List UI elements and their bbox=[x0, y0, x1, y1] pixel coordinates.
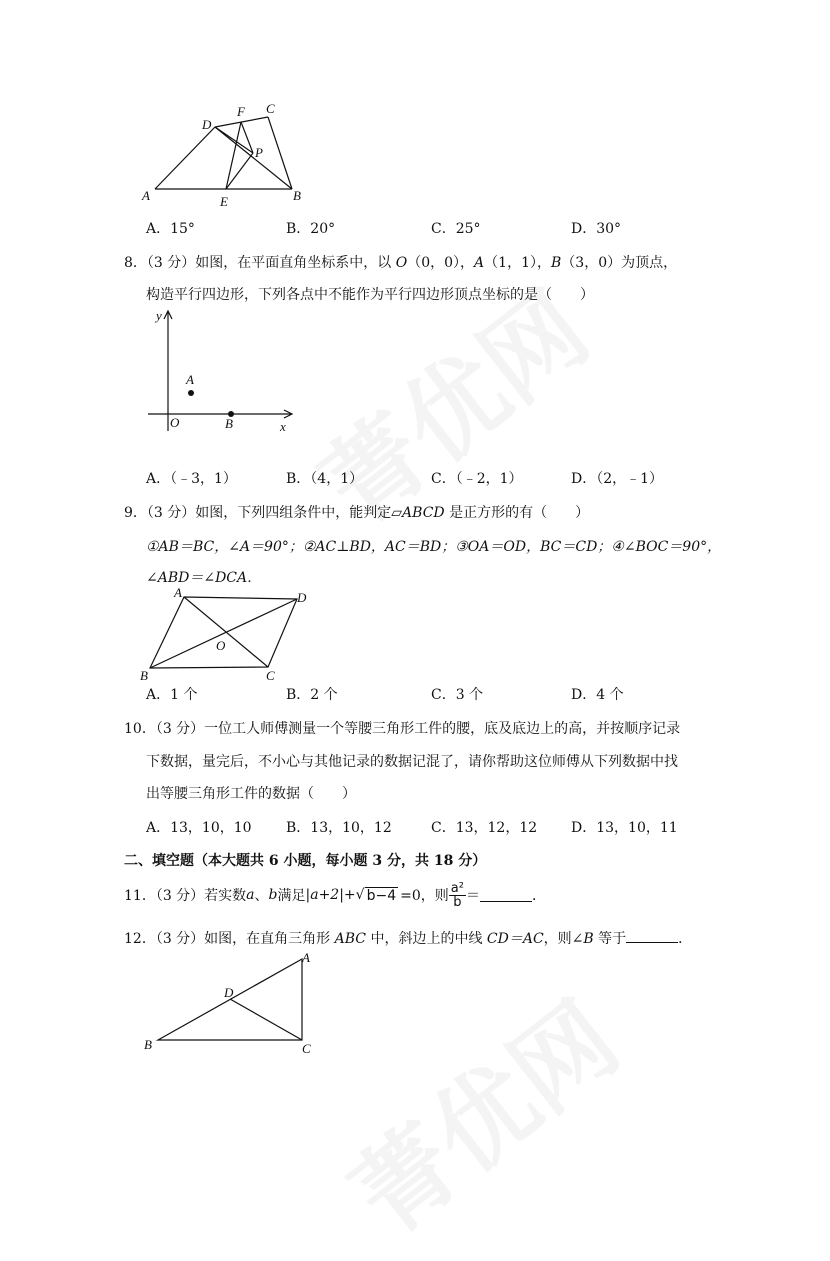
q11-abs-expression: |a+2| bbox=[305, 887, 344, 903]
q10-stem-line1: 10．（3 分）一位工人师傅测量一个等腰三角形工件的腰，底及底边上的高，并按顺序记录 bbox=[124, 721, 681, 737]
q7-option-c: C．25° bbox=[431, 221, 481, 237]
q10-option-b: B．13，10，12 bbox=[286, 820, 392, 836]
q11-var-b: b bbox=[268, 887, 278, 903]
q8-option-b: B．（4，1） bbox=[286, 471, 364, 487]
q7-label-f: F bbox=[237, 104, 245, 119]
q7-label-d: D bbox=[202, 117, 212, 132]
q9-option-d: D．4 个 bbox=[571, 687, 624, 703]
q11-text-1: 11．（3 分）若实数 bbox=[124, 888, 247, 904]
q9-label-b: B bbox=[140, 668, 148, 683]
q7-line-dp bbox=[215, 127, 253, 153]
q10-option-a: A．13，10，10 bbox=[146, 820, 252, 836]
q11-text-3: =0，则 bbox=[400, 888, 449, 904]
q8-option-c: C．（﹣2，1） bbox=[431, 471, 523, 487]
q8-label-o: O bbox=[170, 415, 180, 430]
q11-sqrt-sign: √ bbox=[355, 887, 365, 903]
q7-line-db bbox=[215, 127, 292, 189]
q12-text-3: ，则∠ bbox=[543, 931, 584, 947]
q8-point-a: A bbox=[474, 255, 485, 271]
q8-point-a-dot bbox=[188, 390, 194, 396]
q8-text-3: （1，1）， bbox=[484, 255, 551, 271]
q11-sep: 、 bbox=[254, 888, 269, 904]
q9-figure bbox=[140, 586, 320, 684]
q11-stem bbox=[124, 880, 546, 910]
q11-text-2: 满足 bbox=[277, 888, 306, 904]
q8-text-4: （3，0）为顶点， bbox=[561, 255, 678, 271]
q11-plus: + bbox=[343, 887, 356, 903]
q12-label-a: A bbox=[302, 950, 310, 965]
q9-option-b: B．2 个 bbox=[286, 687, 338, 703]
q8-point-b: B bbox=[550, 255, 562, 271]
q7-line-ad bbox=[155, 127, 215, 189]
q12-end: ． bbox=[678, 931, 693, 947]
q12-abc: ABC bbox=[334, 931, 366, 947]
q8-text-2: （0，0）， bbox=[407, 255, 475, 271]
q9-conditions-line: ①AB＝BC，∠A＝90°；②AC⊥BD，AC＝BD；③OA＝OD，BC＝CD；④∠BOC＝90°， bbox=[146, 539, 722, 555]
q12-label-d: D bbox=[224, 985, 234, 1000]
q12-label-b: B bbox=[144, 1037, 152, 1052]
watermark-bottom bbox=[317, 963, 642, 1261]
q7-label-b: B bbox=[293, 188, 301, 203]
q8-stem-line1 bbox=[124, 252, 677, 272]
q7-option-a: A．15° bbox=[146, 221, 195, 237]
q7-label-p: P bbox=[255, 145, 263, 160]
q9-label-a: A bbox=[174, 586, 182, 600]
q12-condition: CD＝AC bbox=[486, 931, 544, 947]
q10-stem-line3: 出等腰三角形工件的数据（ ） bbox=[146, 786, 356, 802]
q7-line-cb bbox=[268, 117, 292, 189]
q11-frac-den: b bbox=[453, 894, 462, 910]
q7-figure bbox=[140, 98, 310, 208]
q12-stem bbox=[124, 928, 692, 948]
q8-text-1: 8．（3 分）如图，在平面直角坐标系中，以 bbox=[124, 255, 396, 271]
q8-point-o: O bbox=[395, 255, 408, 271]
q7-label-c: C bbox=[266, 101, 275, 116]
q12-text-1: 12．（3 分）如图，在直角三角形 bbox=[124, 931, 335, 947]
q11-var-a: a bbox=[246, 887, 255, 903]
q9-conditions-line2: ∠ABD＝∠DCA． bbox=[146, 570, 262, 586]
q8-figure bbox=[148, 306, 298, 436]
q12-answer-blank[interactable] bbox=[626, 930, 678, 943]
q9-label-o: O bbox=[216, 638, 226, 653]
q8-label-b: B bbox=[225, 416, 233, 431]
q8-label-y: y bbox=[156, 308, 162, 323]
q11-eq: ＝ bbox=[465, 888, 480, 904]
q12-figure bbox=[140, 950, 320, 1060]
q8-option-d: D．（2，﹣1） bbox=[571, 471, 664, 487]
q9-text-1: 9．（3 分）如图，下列四组条件中，能判定 bbox=[124, 505, 392, 521]
q7-option-d: D．30° bbox=[571, 221, 622, 237]
q11-frac-num: a² bbox=[450, 880, 464, 896]
q9-text-2: 是正方形的有（ ） bbox=[444, 505, 590, 521]
q12-median-cd bbox=[230, 999, 302, 1040]
q10-option-c: C．13，12，12 bbox=[431, 820, 538, 836]
q8-label-x: x bbox=[280, 419, 286, 434]
q7-label-a: A bbox=[142, 188, 150, 203]
q9-diagonal-bd bbox=[150, 599, 297, 668]
q12-text-2: 中，斜边上的中线 bbox=[366, 931, 487, 947]
q9-shape: ▱ABCD bbox=[391, 505, 445, 521]
q7-option-b: B．20° bbox=[286, 221, 336, 237]
q10-stem-line2: 下数据，量完后，不小心与其他记录的数据记混了，请你帮助这位师傅从下列数据中找 bbox=[146, 754, 678, 770]
q9-option-c: C．3 个 bbox=[431, 687, 484, 703]
q10-option-d: D．13，10，11 bbox=[571, 820, 678, 836]
q11-answer-blank[interactable] bbox=[480, 889, 532, 902]
q11-fraction bbox=[449, 882, 466, 909]
q9-label-c: C bbox=[266, 668, 275, 683]
q9-label-d: D bbox=[297, 590, 307, 605]
q9-stem-line1 bbox=[124, 502, 589, 522]
q8-option-a: A．（﹣3，1） bbox=[146, 471, 237, 487]
q12-angle: B bbox=[583, 931, 594, 947]
q12-text-4: 等于 bbox=[593, 931, 627, 947]
q11-sqrt-expression: b−4 bbox=[366, 887, 397, 904]
section-title: 二、填空题（本大题共 6 小题，每小题 3 分，共 18 分） bbox=[124, 853, 487, 869]
q7-label-e: E bbox=[220, 194, 228, 208]
q8-label-a: A bbox=[186, 372, 194, 387]
q9-option-a: A．1 个 bbox=[146, 687, 198, 703]
q11-end: ． bbox=[531, 888, 546, 904]
q12-label-c: C bbox=[302, 1041, 311, 1056]
q8-stem-line2: 构造平行四边形，下列各点中不能作为平行四边形顶点坐标的是（ ） bbox=[146, 287, 594, 303]
